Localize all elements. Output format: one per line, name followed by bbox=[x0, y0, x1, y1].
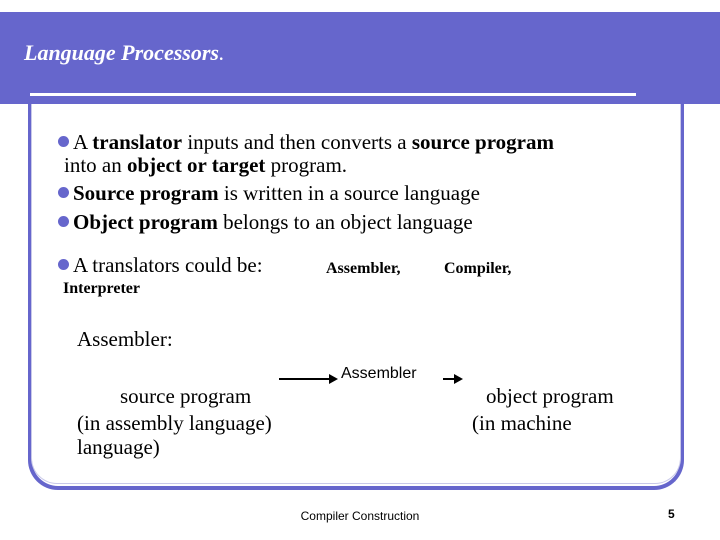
assembler-box-label: Assembler bbox=[341, 365, 417, 382]
bullet-3: Object program belongs to an object language bbox=[58, 210, 473, 234]
output-arrow-icon bbox=[454, 374, 463, 384]
bullet-icon bbox=[58, 136, 69, 147]
bullet-1-line-2: into an object or target program. bbox=[64, 153, 348, 177]
translator-assembler: Assembler, bbox=[326, 260, 401, 277]
diagram-heading: Assembler: bbox=[77, 327, 173, 351]
input-arrow-line bbox=[279, 378, 329, 380]
output-arrow-line bbox=[443, 378, 454, 380]
header-rule bbox=[30, 93, 636, 96]
output-label-line-2: (in machine bbox=[472, 411, 572, 435]
output-label-line-1: object program bbox=[486, 384, 614, 408]
bullet-4: A translators could be: bbox=[58, 253, 263, 277]
bullet-1-line-1: A translator inputs and then converts a source program bbox=[58, 130, 554, 154]
input-label-line-3: language) bbox=[77, 435, 160, 459]
bullet-icon bbox=[58, 187, 69, 198]
bullet-2: Source program is written in a source language bbox=[58, 181, 480, 205]
page-number: 5 bbox=[668, 507, 675, 521]
input-label-line-2: (in assembly language) bbox=[77, 411, 272, 435]
input-arrow-icon bbox=[329, 374, 338, 384]
input-label-line-1: source program bbox=[120, 384, 252, 408]
footer-text: Compiler Construction bbox=[300, 509, 420, 523]
bullet-icon bbox=[58, 216, 69, 227]
translator-compiler: Compiler, bbox=[444, 260, 512, 277]
translator-interpreter: Interpreter bbox=[63, 280, 140, 297]
bullet-icon bbox=[58, 259, 69, 270]
slide-title: Language Processors. bbox=[24, 40, 225, 65]
